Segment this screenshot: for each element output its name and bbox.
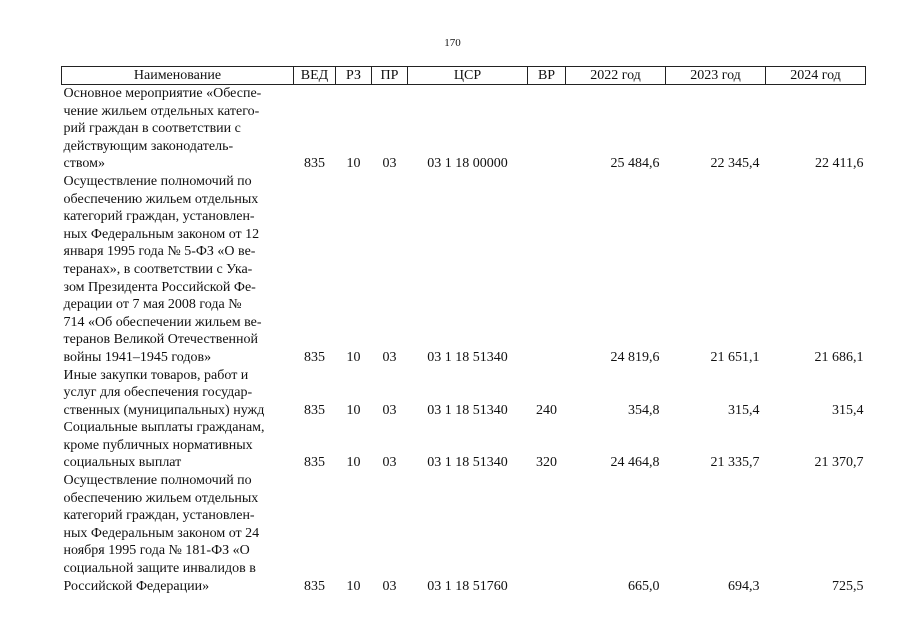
cell-name-line: категорий граждан, установлен-	[63, 209, 255, 225]
cell-name-line: ных Федеральным законом от 12	[63, 226, 260, 242]
header-2024: 2024 год	[766, 67, 866, 85]
cell-y2022: 24 464,8	[610, 455, 660, 471]
table-row	[62, 472, 866, 595]
cell-name	[62, 367, 294, 420]
budget-table	[61, 66, 866, 595]
cell-ved: 835	[304, 402, 325, 418]
table-header-row	[62, 67, 866, 85]
header-rz: РЗ	[336, 67, 372, 85]
cell-name-line: теранов Великой Отечественной	[63, 332, 259, 348]
cell-y2022: 354,8	[628, 402, 660, 418]
cell-name-line: ством»	[63, 156, 105, 172]
table-body	[62, 85, 866, 596]
cell-name-line: Социальные выплаты гражданам,	[63, 420, 265, 436]
cell-name-line: Российской Федерации»	[63, 578, 210, 594]
cell-csr: 03 1 18 51340	[427, 455, 508, 471]
cell-vr	[528, 85, 566, 173]
cell-csr: 03 1 18 00000	[427, 156, 508, 172]
cell-name-line: войны 1941–1945 годов»	[63, 349, 212, 365]
cell-y2023: 694,3	[728, 578, 760, 594]
cell-y2022: 24 819,6	[610, 349, 660, 365]
cell-rz: 10	[346, 349, 361, 365]
cell-rz: 10	[346, 402, 361, 418]
cell-name-line: ноября 1995 года № 181-ФЗ «О	[63, 543, 250, 559]
cell-name-line: рий граждан в соответствии с	[63, 121, 241, 137]
cell-pr: 03	[382, 349, 397, 365]
cell-name-line: социальной защите инвалидов в	[63, 561, 256, 577]
header-vr: ВР	[528, 67, 566, 85]
cell-y2023: 21 651,1	[710, 349, 760, 365]
cell-y2024: 725,5	[832, 578, 864, 594]
cell-name-line: обеспечению жильем отдельных	[63, 490, 259, 506]
cell-ved: 835	[304, 455, 325, 471]
cell-name-line: 714 «Об обеспечении жильем ве-	[63, 314, 262, 330]
cell-y2023: 21 335,7	[710, 455, 760, 471]
cell-pr: 03	[382, 455, 397, 471]
cell-name-line: ных Федеральным законом от 24	[63, 525, 260, 541]
cell-y2023: 315,4	[728, 402, 760, 418]
cell-name-line: дерации от 7 мая 2008 года №	[63, 297, 242, 313]
header-2023: 2023 год	[666, 67, 766, 85]
header-csr: ЦСР	[408, 67, 528, 85]
cell-name-line: действующим законодатель-	[63, 138, 234, 154]
cell-rz: 10	[346, 156, 361, 172]
cell-ved: 835	[304, 349, 325, 365]
cell-csr: 03 1 18 51760	[427, 578, 508, 594]
cell-name	[62, 419, 294, 472]
cell-name	[62, 472, 294, 595]
cell-ved: 835	[304, 156, 325, 172]
cell-y2022: 25 484,6	[610, 156, 660, 172]
cell-name-line: теранах», в соответствии с Ука-	[63, 261, 253, 277]
cell-y2023: 22 345,4	[710, 156, 760, 172]
cell-y2024: 315,4	[832, 402, 864, 418]
cell-csr: 03 1 18 51340	[427, 349, 508, 365]
cell-name-line: социальных выплат	[63, 455, 182, 471]
cell-name-line: услуг для обеспечения государ-	[63, 385, 253, 401]
table-row	[62, 173, 866, 367]
table-row	[62, 85, 866, 173]
header-name: Наименование	[62, 67, 294, 85]
cell-y2024: 22 411,6	[815, 156, 864, 172]
cell-name-line: Иные закупки товаров, работ и	[63, 367, 249, 383]
cell-name-line: чение жильем отдельных катего-	[63, 103, 260, 119]
cell-y2024: 21 686,1	[814, 349, 864, 365]
header-2022: 2022 год	[566, 67, 666, 85]
table-row	[62, 367, 866, 420]
cell-vr: 320	[536, 455, 557, 471]
page-number: 170	[444, 37, 461, 49]
cell-name-line: кроме публичных нормативных	[63, 437, 253, 453]
cell-name-line: Осуществление полномочий по	[63, 473, 252, 489]
cell-name-line: обеспечению жильем отдельных	[63, 191, 259, 207]
table-row	[62, 419, 866, 472]
cell-name	[62, 85, 294, 173]
cell-pr: 03	[382, 578, 397, 594]
cell-name-line: категорий граждан, установлен-	[63, 508, 255, 524]
cell-name-line: Основное мероприятие «Обеспе-	[63, 86, 262, 101]
cell-vr	[528, 472, 566, 595]
cell-rz: 10	[346, 455, 361, 471]
cell-ved: 835	[304, 578, 325, 594]
cell-rz: 10	[346, 578, 361, 594]
cell-pr: 03	[382, 402, 397, 418]
cell-name-line: Осуществление полномочий по	[63, 173, 252, 189]
cell-name	[62, 173, 294, 367]
cell-y2024: 21 370,7	[814, 455, 864, 471]
cell-y2022: 665,0	[628, 578, 660, 594]
cell-pr: 03	[382, 156, 397, 172]
cell-vr: 240	[536, 402, 557, 418]
cell-csr: 03 1 18 51340	[427, 402, 508, 418]
cell-name-line: января 1995 года № 5-ФЗ «О ве-	[63, 244, 256, 260]
cell-name-line: ственных (муниципальных) нужд	[63, 402, 265, 418]
header-ved: ВЕД	[294, 67, 336, 85]
header-pr: ПР	[372, 67, 408, 85]
cell-vr	[528, 173, 566, 367]
cell-name-line: зом Президента Российской Фе-	[63, 279, 256, 295]
